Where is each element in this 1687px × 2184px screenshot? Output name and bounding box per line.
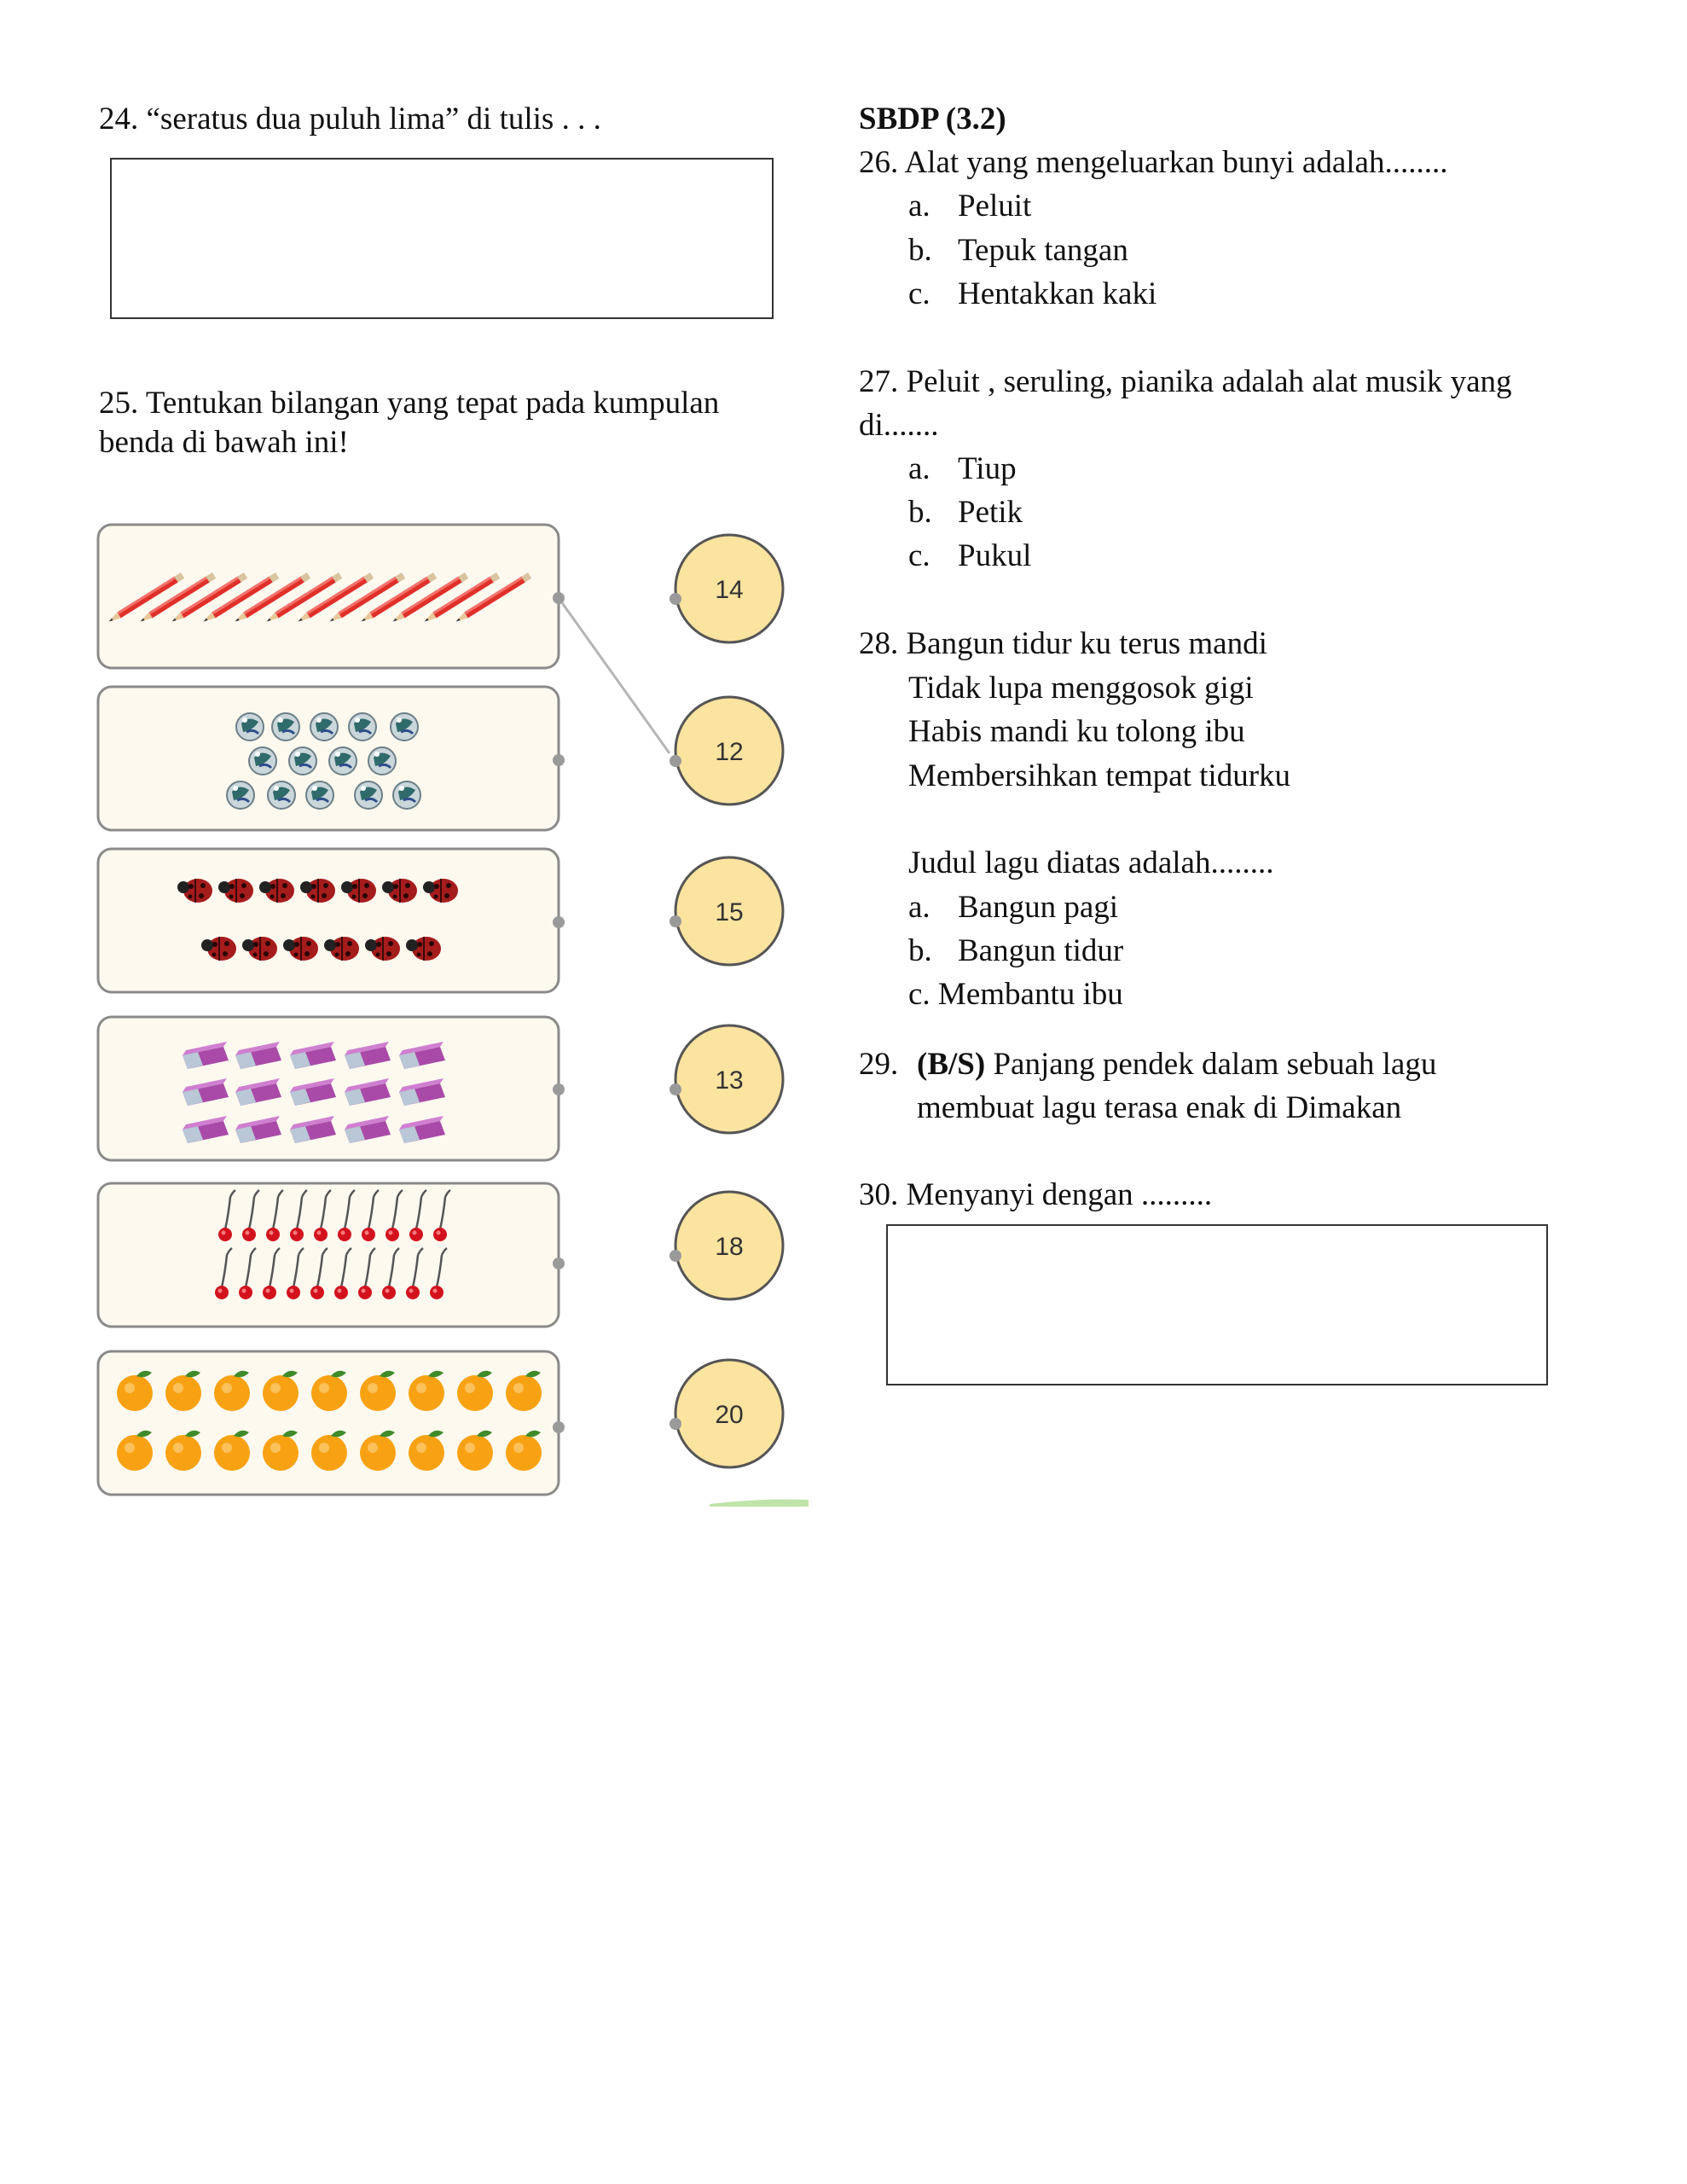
q26-option-b-letter: b. xyxy=(908,233,932,268)
object-box-marbles[interactable] xyxy=(98,687,565,830)
q24-question: 24. “seratus dua puluh lima” di tulis . . . xyxy=(99,102,601,136)
q24-answer-box[interactable] xyxy=(110,158,774,319)
q28-option-a-letter: a. xyxy=(908,890,930,925)
q27-option-a-letter: a. xyxy=(908,451,930,486)
number-circle-6[interactable] xyxy=(670,1360,783,1467)
q30-question: 30. Menyanyi dengan ......... xyxy=(859,1177,1213,1212)
object-box-oranges[interactable] xyxy=(98,1351,565,1495)
q25-question-line2: benda di bawah ini! xyxy=(99,425,349,460)
number-circle-4[interactable] xyxy=(670,1025,783,1133)
q29-statement-line2: membuat lagu terasa enak di Dimakan xyxy=(917,1090,1402,1125)
object-box-pencils[interactable] xyxy=(98,525,565,668)
number-circle-2[interactable] xyxy=(670,697,783,804)
object-box-ladybugs[interactable] xyxy=(98,849,565,992)
q28-option-b-letter: b. xyxy=(908,933,932,968)
number-label: 15 xyxy=(715,898,744,926)
q27-option-b[interactable]: Petik xyxy=(958,495,1023,530)
q29-text: Panjang pendek dalam sebuah lagu xyxy=(985,1047,1437,1082)
q26-option-c[interactable]: Hentakkan kaki xyxy=(958,276,1157,311)
q29-tag: (B/S) xyxy=(917,1047,986,1082)
number-label: 12 xyxy=(715,738,744,766)
number-label: 13 xyxy=(715,1066,744,1095)
q26-option-b[interactable]: Tepuk tangan xyxy=(958,233,1128,268)
section-title: SBDP (3.2) xyxy=(859,102,1006,136)
number-circle-1[interactable] xyxy=(670,535,783,642)
q28-lyric-line2: Tidak lupa menggosok gigi xyxy=(908,671,1254,706)
q30-answer-box[interactable] xyxy=(886,1224,1548,1385)
number-label: 18 xyxy=(715,1233,744,1261)
q28-option-b[interactable]: Bangun tidur xyxy=(958,933,1124,968)
q29-number: 29. xyxy=(859,1047,899,1082)
q28-option-a[interactable]: Bangun pagi xyxy=(958,890,1119,925)
q26-question: 26. Alat yang mengeluarkan bunyi adalah........ xyxy=(859,145,1448,180)
decorative-stroke xyxy=(710,1500,809,1507)
q28-option-c[interactable]: c. Membantu ibu xyxy=(908,977,1123,1012)
object-box-cherries[interactable] xyxy=(98,1183,565,1327)
q28-lyric-line1: 28. Bangun tidur ku terus mandi xyxy=(859,626,1267,661)
q29-statement-line1 xyxy=(917,1044,1436,1085)
q28-lyric-line3: Habis mandi ku tolong ibu xyxy=(908,714,1245,749)
q27-option-c-letter: c. xyxy=(908,538,930,573)
number-label: 14 xyxy=(715,576,744,604)
q27-option-b-letter: b. xyxy=(908,495,932,530)
connector-line xyxy=(559,598,670,753)
number-circle-3[interactable] xyxy=(670,857,783,965)
number-circle-5[interactable] xyxy=(670,1192,783,1299)
q28-lyric-line4: Membersihkan tempat tidurku xyxy=(908,758,1291,793)
eraser-icon xyxy=(183,1042,445,1143)
matching-exercise xyxy=(94,520,810,1510)
number-label: 20 xyxy=(715,1401,744,1429)
q27-question-line2: di....... xyxy=(859,408,939,443)
q27-question-line1: 27. Peluit , seruling, pianika adalah alat musik yang xyxy=(859,364,1512,399)
q26-option-c-letter: c. xyxy=(908,276,930,311)
q26-option-a[interactable]: Peluit xyxy=(958,189,1032,224)
q27-option-c[interactable]: Pukul xyxy=(958,538,1032,573)
q26-option-a-letter: a. xyxy=(908,189,930,224)
object-box-erasers[interactable] xyxy=(98,1017,565,1160)
q25-question-line1: 25. Tentukan bilangan yang tepat pada kumpulan xyxy=(99,386,720,421)
q27-option-a[interactable]: Tiup xyxy=(958,451,1017,486)
q28-question: Judul lagu diatas adalah........ xyxy=(908,845,1274,880)
